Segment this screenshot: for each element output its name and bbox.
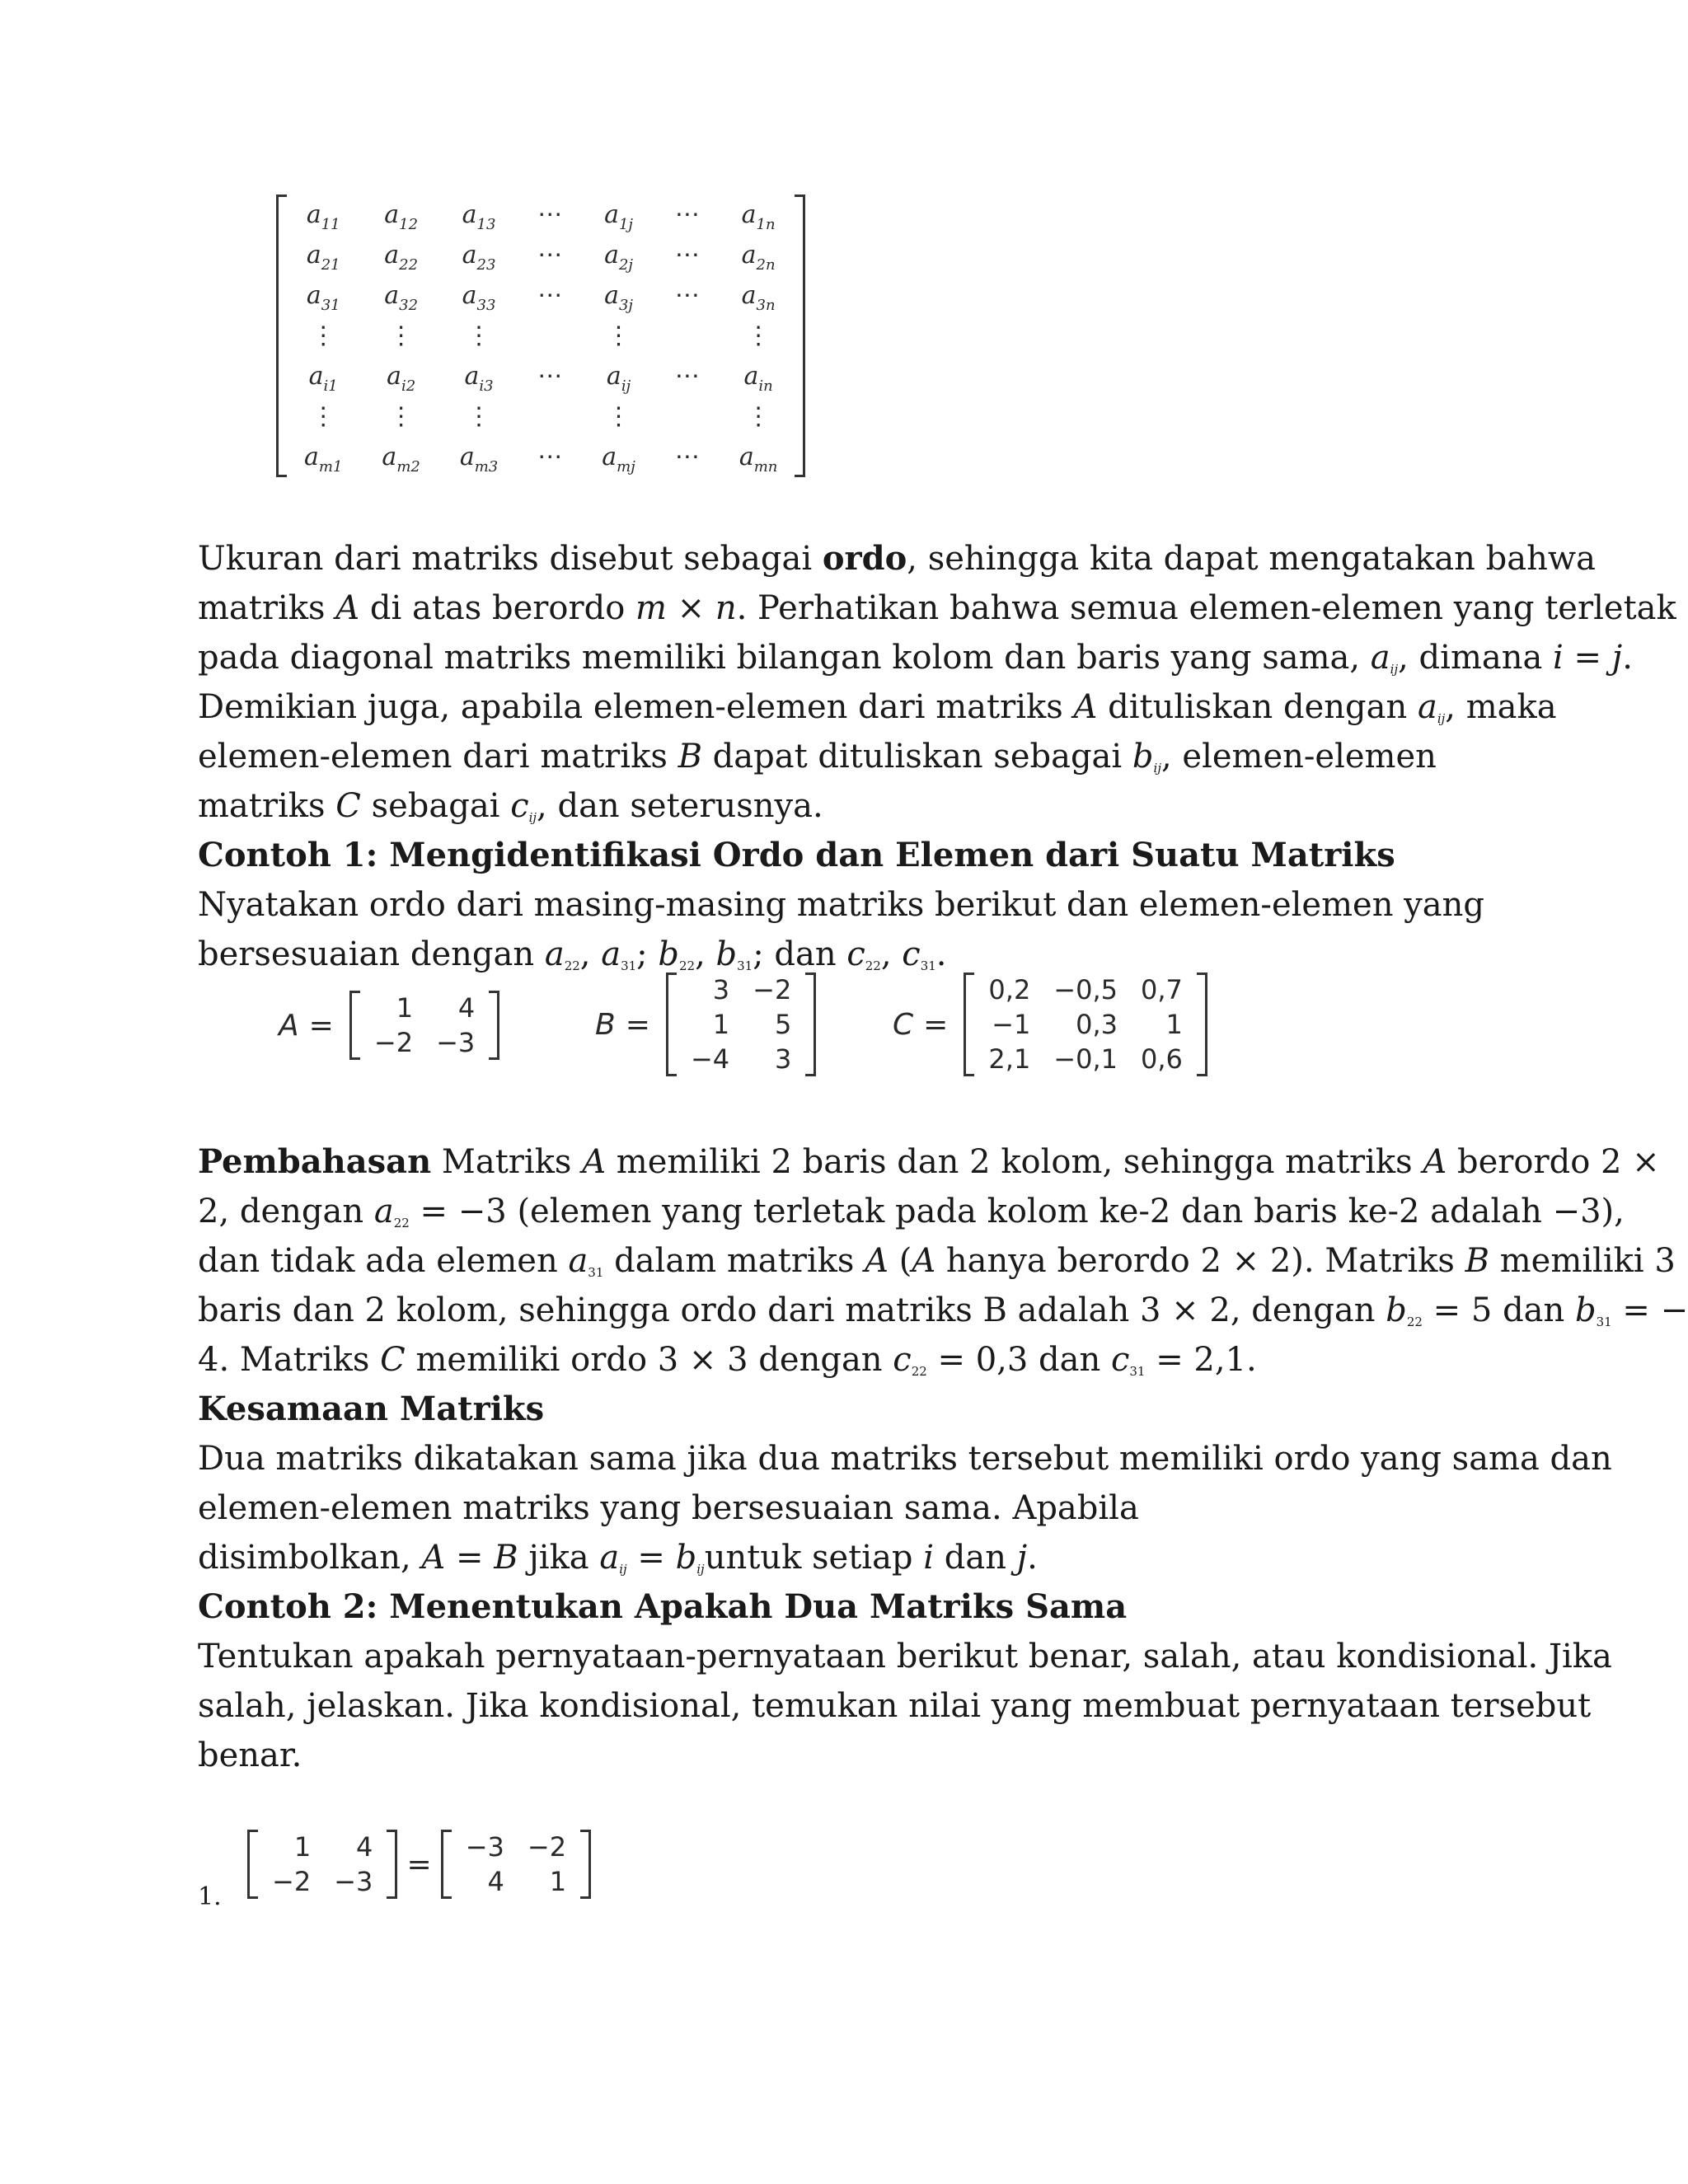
matrix-cell: ⋮ bbox=[311, 402, 336, 431]
matrix-row bbox=[284, 275, 797, 316]
matrix-cell: 0,6 bbox=[1141, 1043, 1183, 1075]
matrix-cell: −3 bbox=[436, 1027, 476, 1058]
text-line: Nyatakan ordo dari masing-masing matriks berikut dan elemen-elemen yang bbox=[198, 886, 1484, 924]
matrix-cell: $a_{1j}$ bbox=[604, 200, 633, 233]
matrix-cell: $a_{3j}$ bbox=[604, 281, 633, 314]
text-line: Pembahasan Matriks A memiliki 2 baris dan 2 kolom, sehingga matriks A berordo 2 × bbox=[198, 1142, 1660, 1181]
matrix-cell: ⋯ bbox=[537, 362, 563, 391]
matrix-cell: $a_{2n}$ bbox=[741, 241, 776, 274]
matrix-cell: 4 bbox=[355, 1831, 373, 1863]
text-line: salah, jelaskan. Jika kondisional, temukan nilai yang membuat pernyataan tersebut bbox=[198, 1687, 1592, 1725]
matrix-cell: $a_{ij}$ bbox=[606, 362, 631, 395]
matrix-cell: $a_{32}$ bbox=[384, 281, 419, 314]
matrix-row bbox=[977, 1007, 1193, 1042]
matrix-A-figure bbox=[279, 991, 499, 1060]
matrix-cell: 1 bbox=[293, 1831, 312, 1863]
matrix-cell: −2 bbox=[753, 974, 792, 1005]
matrix-A-label: A = bbox=[279, 1008, 334, 1043]
matrix-cell: −2 bbox=[527, 1831, 567, 1863]
text-line: 2, dengan $a_{22} = -3$ (elemen yang terletak pada kolom ke-2 dan baris ke-2 adalah −3), bbox=[198, 1193, 1625, 1230]
matrix-cell: ⋮ bbox=[606, 321, 631, 350]
matrix-B-label: B = bbox=[595, 1007, 650, 1042]
matrix-cell: $a_{m2}$ bbox=[382, 443, 420, 476]
matrix-cell: $a_{mj}$ bbox=[602, 443, 635, 476]
matrix-cell: $a_{12}$ bbox=[384, 200, 419, 233]
matrix-row bbox=[284, 396, 797, 437]
matrix-row bbox=[284, 437, 797, 477]
matrix-row bbox=[260, 1864, 384, 1899]
matrix-cell: $a_{23}$ bbox=[462, 241, 496, 274]
matrix-cell: ⋮ bbox=[746, 402, 771, 431]
matrix-cell: ⋮ bbox=[388, 321, 414, 350]
general-matrix bbox=[276, 194, 805, 477]
text-line: elemen-elemen matriks yang bersesuaian sama. Apabila bbox=[198, 1489, 1139, 1527]
matrix-B-figure bbox=[595, 972, 816, 1076]
matrix-C-figure bbox=[893, 972, 1207, 1076]
term-ordo: ordo bbox=[822, 539, 907, 578]
matrix-row bbox=[284, 194, 797, 235]
matrix-cell: −2 bbox=[272, 1866, 312, 1897]
matrix-cell bbox=[518, 316, 582, 356]
matrix-cell: 1 bbox=[1165, 1009, 1183, 1040]
text-line: pada diagonal matriks memiliki bilangan kolom dan baris yang sama, $a_{ij}$, dimana i = j. bbox=[198, 639, 1633, 677]
list-item-number: 1. bbox=[198, 1882, 222, 1911]
matrix-cell: −3 bbox=[334, 1866, 373, 1897]
matrix-cell: $a_{3n}$ bbox=[741, 281, 776, 314]
matrix-row bbox=[679, 1042, 803, 1076]
text-line: Dua matriks dikatakan sama jika dua matriks tersebut memiliki ordo yang sama dan bbox=[198, 1440, 1612, 1478]
text-line: elemen-elemen dari matriks B dapat dituliskan sebagai $b_{ij}$, elemen-elemen bbox=[198, 738, 1437, 776]
example-2-heading: Contoh 2: Menentukan Apakah Dua Matriks Sama bbox=[198, 1587, 1128, 1626]
matrix-cell: $a_{2j}$ bbox=[604, 241, 633, 274]
text-line: Tentukan apakah pernyataan-pernyataan berikut benar, salah, atau kondisional. Jika bbox=[198, 1638, 1612, 1675]
matrix-cell: 3 bbox=[774, 1043, 792, 1075]
right-bracket bbox=[795, 194, 805, 477]
matrix-cell: ⋮ bbox=[388, 402, 414, 431]
text-line: matriks C sebagai $c_{ij}$, dan seterusnya. bbox=[198, 787, 823, 825]
text-line: benar. bbox=[198, 1736, 302, 1774]
text-line: Demikian juga, apabila elemen-elemen dari matriks A dituliskan dengan $a_{ij}$, maka bbox=[198, 688, 1557, 726]
matrix-cell: ⋮ bbox=[467, 321, 492, 350]
matrix-cell: −2 bbox=[373, 1027, 414, 1058]
matrix-cell: $a_{21}$ bbox=[306, 241, 340, 274]
matrix-row bbox=[977, 1042, 1193, 1076]
discussion-section bbox=[198, 1137, 1688, 1780]
matrix-cell: ⋮ bbox=[311, 321, 336, 350]
matrix-cell: ⋯ bbox=[674, 362, 700, 391]
matrix-cell: $a_{31}$ bbox=[306, 281, 340, 314]
matrix-cell: −0,5 bbox=[1053, 974, 1118, 1005]
matrix-cell: 0,2 bbox=[988, 974, 1031, 1005]
matrix-cell: ⋯ bbox=[537, 443, 563, 471]
matrix-cell: $a_{1n}$ bbox=[741, 200, 776, 233]
matrix-cell: ⋯ bbox=[537, 241, 563, 269]
matrix-C bbox=[964, 972, 1207, 1076]
matrix-row bbox=[977, 972, 1193, 1007]
matrix-row bbox=[454, 1864, 578, 1899]
matrix-row bbox=[679, 1007, 803, 1042]
matrix-cell: −3 bbox=[465, 1831, 504, 1863]
matrix-cell: −0,1 bbox=[1053, 1043, 1118, 1075]
matrix-cell: 1 bbox=[396, 992, 414, 1024]
matrix-A bbox=[349, 991, 499, 1060]
equality-heading: Kesamaan Matriks bbox=[198, 1390, 545, 1428]
matrix-row bbox=[284, 235, 797, 275]
matrix-row bbox=[363, 991, 486, 1025]
matrix-cell: $a_{i1}$ bbox=[308, 362, 338, 395]
matrix-cell: 4 bbox=[487, 1866, 504, 1897]
matrix-cell: 0,7 bbox=[1141, 974, 1183, 1005]
item-1-equation bbox=[247, 1830, 591, 1899]
matrix-cell: ⋯ bbox=[537, 200, 563, 229]
item-1-right-matrix bbox=[441, 1830, 591, 1899]
matrix-cell: ⋮ bbox=[606, 402, 631, 431]
matrix-cell: 2,1 bbox=[988, 1043, 1031, 1075]
matrix-cell: 3 bbox=[712, 974, 730, 1005]
matrix-cell bbox=[518, 396, 582, 437]
matrix-cell: 1 bbox=[549, 1866, 567, 1897]
text-line: bersesuaian dengan $a_{22}$, $a_{31}$; $b_{22}$, $b_{31}$; dan $c_{22}$, $c_{31}$. bbox=[198, 935, 947, 973]
matrix-cell: $a_{13}$ bbox=[462, 200, 496, 233]
general-matrix-figure bbox=[276, 194, 805, 477]
text-line: disimbolkan, A = B jika $a_{ij}$ = $b_{ij}untuk$ setiap i dan j. bbox=[198, 1539, 1038, 1577]
matrix-cell: −4 bbox=[690, 1043, 730, 1075]
matrix-cell: $a_{22}$ bbox=[384, 241, 419, 274]
matrix-row bbox=[284, 356, 797, 396]
matrix-cell: 0,3 bbox=[1076, 1009, 1118, 1040]
matrix-row bbox=[454, 1830, 578, 1864]
matrix-cell: ⋯ bbox=[537, 281, 563, 310]
matrix-cell: 1 bbox=[712, 1009, 730, 1040]
matrix-cell: ⋯ bbox=[674, 200, 700, 229]
left-bracket bbox=[276, 194, 287, 477]
matrix-cell: ⋮ bbox=[746, 321, 771, 350]
text-line: dan tidak ada elemen $a_{31}$ dalam matriks A (A hanya berordo 2 × 2). Matriks B memiliki 3 bbox=[198, 1242, 1676, 1280]
matrix-cell bbox=[655, 396, 720, 437]
matrix-cell: $a_{m1}$ bbox=[304, 443, 343, 476]
matrix-cell: $a_{i2}$ bbox=[387, 362, 416, 395]
text-line: 4. Matriks C memiliki ordo 3 × 3 dengan $c_{22} = 0,3$ dan $c_{31} = 2,1$. bbox=[198, 1341, 1257, 1379]
text-line: Ukuran dari matriks disebut sebagai ordo, sehingga kita dapat mengatakan bahwa bbox=[198, 539, 1596, 578]
matrix-cell: $a_{m3}$ bbox=[459, 443, 499, 476]
matrix-cell: $a_{i3}$ bbox=[464, 362, 494, 395]
matrix-cell: 5 bbox=[774, 1009, 792, 1040]
matrix-cell: ⋮ bbox=[467, 402, 492, 431]
matrix-row bbox=[284, 316, 797, 356]
equals-sign: = bbox=[406, 1847, 432, 1882]
matrix-cell: ⋯ bbox=[674, 281, 700, 310]
matrix-cell: $a_{11}$ bbox=[306, 200, 340, 233]
item-1-left-matrix bbox=[247, 1830, 397, 1899]
matrix-B bbox=[666, 972, 816, 1076]
matrix-cell: 4 bbox=[457, 992, 476, 1024]
text-line: baris dan 2 kolom, sehingga ordo dari matriks B adalah 3 × 2, dengan $b_{22} = 5$ dan $b_{31}$ = − bbox=[198, 1291, 1688, 1329]
matrix-cell: $a_{in}$ bbox=[743, 362, 773, 395]
general-matrix-table bbox=[284, 194, 797, 477]
matrix-cell: −1 bbox=[992, 1009, 1031, 1040]
text-line: matriks A di atas berordo m × n. Perhatikan bahwa semua elemen-elemen yang terletak bbox=[198, 589, 1676, 627]
discussion-label: Pembahasan bbox=[198, 1142, 432, 1181]
matrix-cell: $a_{33}$ bbox=[462, 281, 496, 314]
matrix-cell: ⋯ bbox=[674, 443, 700, 471]
matrix-C-label: C = bbox=[893, 1007, 949, 1042]
matrix-cell bbox=[655, 316, 720, 356]
matrix-cell: ⋯ bbox=[674, 241, 700, 269]
matrix-cell: $a_{mn}$ bbox=[738, 443, 778, 476]
example-1-heading: Contoh 1: Mengidentifikasi Ordo dan Elemen dari Suatu Matriks bbox=[198, 836, 1395, 874]
matrix-row bbox=[363, 1025, 486, 1060]
matrix-row bbox=[679, 972, 803, 1007]
paragraph-ordo bbox=[198, 534, 1676, 979]
matrix-row bbox=[260, 1830, 384, 1864]
